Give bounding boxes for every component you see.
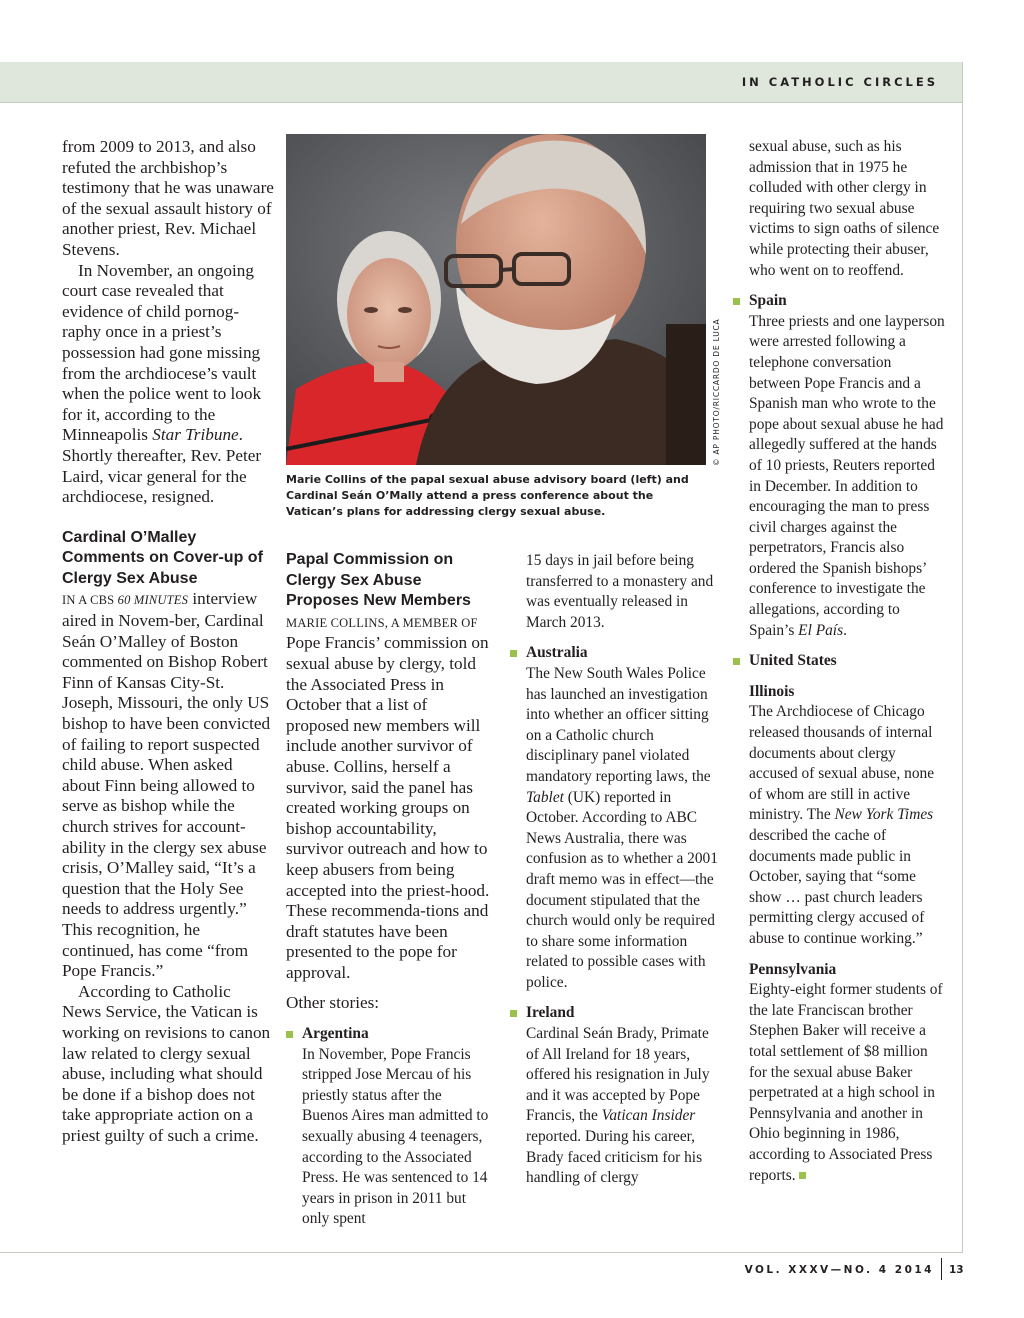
- bullet-square-icon: [286, 1031, 293, 1038]
- col1-paragraph-1: from 2009 to 2013, and also refuted the archbishop’s testimony that he was unaware of the sexual assault history of another priest, Rev. Michael Stevens.: [62, 137, 274, 259]
- column-4: [733, 137, 945, 1186]
- story-heading: Australia: [526, 644, 588, 662]
- article-heading-papal-commission: Papal Commission on Clergy Sex Abuse Proposes New Members: [286, 551, 471, 610]
- state-heading-pennsylvania: Pennsylvania: [749, 960, 837, 978]
- story-body-pennsylvania: Eighty-eight former students of the late Franciscan brother Stephen Baker will receive a total settlement of $8 million for the sexual abuse Baker perpetrated at a high school in Pennsylvania and another in Ohio beginning in 1986, according to Associated Press reports.: [749, 981, 943, 1184]
- col1-paragraph-3: IN A CBS 60 MINUTES interview aired in Novem-ber, Cardinal Seán O’Malley of Boston commented on Bishop Robert Finn of Kansas City-St. Joseph, Missouri, the only US bishop to have been convicted of failing to report suspected child abuse. When asked about Finn being allowed to serve as bishop while the church strives for account-ability in the clergy sex abuse crisis, O’Malley said, “It’s a question that the Holy See needs to address urgently.” This recognition, he continued, has come “from Pope Francis.”: [62, 589, 271, 981]
- story-australia: [510, 643, 722, 993]
- story-ireland: [510, 1003, 722, 1188]
- story-heading: United States: [749, 652, 837, 670]
- photo-caption: Marie Collins of the papal sexual abuse advisory board (left) and Cardinal Seán O’Mally attend a press conference about the Vatican’s plans for addressing clergy sexual abuse.: [286, 473, 689, 518]
- section-label: IN CATHOLIC CIRCLES: [741, 75, 938, 89]
- other-stories-label: Other stories:: [286, 993, 380, 1013]
- story-spain: [733, 291, 945, 641]
- article-heading-omalley: Cardinal O’Malley Comments on Cover-up of Clergy Sex Abuse: [62, 528, 263, 587]
- column-1: [62, 137, 274, 1147]
- column-3: [510, 551, 722, 1189]
- story-heading: Spain: [749, 292, 787, 310]
- story-body: Cardinal Seán Brady, Primate of All Ireland for 18 years, offered his resignation in July and it was accepted by Pope Francis, the Vatican Insider reported. During his career, Brady faced criticism for his handling of clergy: [526, 1025, 710, 1187]
- story-heading: Argentina: [302, 1025, 369, 1043]
- right-margin-rule: [962, 102, 963, 1252]
- col2-paragraph-1: MARIE COLLINS, A MEMBER OF Pope Francis’ commission on sexual abuse by clergy, told the Associated Press in October that a list of proposed new members will include another survivor of abuse. Collins, herself a survivor, said the panel has created working groups on bishop accountability, survivor outreach and how to keep abusers from being accepted into the priest-hood. These recommenda-tions and draft statutes have been presented to the pope for approval.: [286, 615, 490, 982]
- story-body: Three priests and one layperson were arrested following a telephone conversation between Pope Francis and a Spanish man who wrote to the pope about sexual abuse he had allegedly suffered at the hands of 10 priests, Reuters reported in December. In addition to encouraging the man to press civil charges against the perpetrators, Francis also ordered the Spanish bishops’ conference to investigate the allegations, according to Spain’s El País.: [749, 312, 945, 639]
- footer-divider: [941, 1258, 942, 1280]
- bullet-square-icon: [510, 1010, 517, 1017]
- bullet-square-icon: [510, 650, 517, 657]
- photo-illustration: [286, 134, 706, 465]
- story-body-illinois: The Archdiocese of Chicago released thousands of internal documents about clergy accused of sexual abuse, none of whom are still in active ministry. The New York Times described the cache of documents made public in October, saying that “some show … past church leaders permitting clergy accused of abuse to continue working.”: [749, 703, 935, 947]
- page-number: 13: [949, 1264, 964, 1276]
- story-argentina: [286, 1024, 490, 1230]
- col1-paragraph-2: In November, an ongoing court case revealed that evidence of child pornog-raphy once in a priest’s possession had gone missing from the archdiocese’s vault when the police went to look for it, according to the Minneapolis Star Tribune. Shortly thereafter, Rev. Peter Laird, vicar general for the archdiocese, resigned.: [62, 260, 262, 507]
- state-heading-illinois: Illinois: [749, 682, 795, 700]
- story-united-states: [733, 651, 945, 1186]
- end-mark-icon: [799, 1172, 806, 1179]
- col3-paragraph-1: 15 days in jail before being transferred to a monastery and was eventually released in March 2013.: [526, 552, 714, 631]
- column-2: [286, 550, 490, 1230]
- bullet-square-icon: [733, 298, 740, 305]
- story-body: In November, Pope Francis stripped Jose Mercau of his priestly status after the Buenos Aires man admitted to sexually abusing 4 teenagers, according to the Associated Press. He was sentenced to 14 years in prison in 2011 but only spent: [302, 1045, 489, 1228]
- col4-paragraph-1: sexual abuse, such as his admission that in 1975 he colluded with other clergy in requiring two sexual abuse victims to sign oaths of silence while protecting their abuser, who went on to reoffend.: [749, 138, 940, 279]
- footer-rule: [0, 1252, 963, 1253]
- bullet-square-icon: [733, 658, 740, 665]
- volume-issue: VOL. XXXV—NO. 4 2014: [744, 1264, 934, 1276]
- story-heading: Ireland: [526, 1004, 575, 1022]
- story-body: The New South Wales Police has launched an investigation into whether an officer sitting on a Catholic church disciplinary panel violated mandatory reporting laws, the Tablet (UK) reported in October. According to ABC News Australia, there was confusion as to whether a 2001 draft memo was in effect—the document stipulated that the church would only be required to share some information related to possible cases with police.: [526, 664, 718, 991]
- col1-paragraph-4: According to Catholic News Service, the Vatican is working on revisions to canon law related to clergy sexual abuse, including what should be done if a bishop does not take appropriate action on a priest guilty of such a crime.: [62, 981, 271, 1145]
- press-conference-photo: [286, 134, 706, 465]
